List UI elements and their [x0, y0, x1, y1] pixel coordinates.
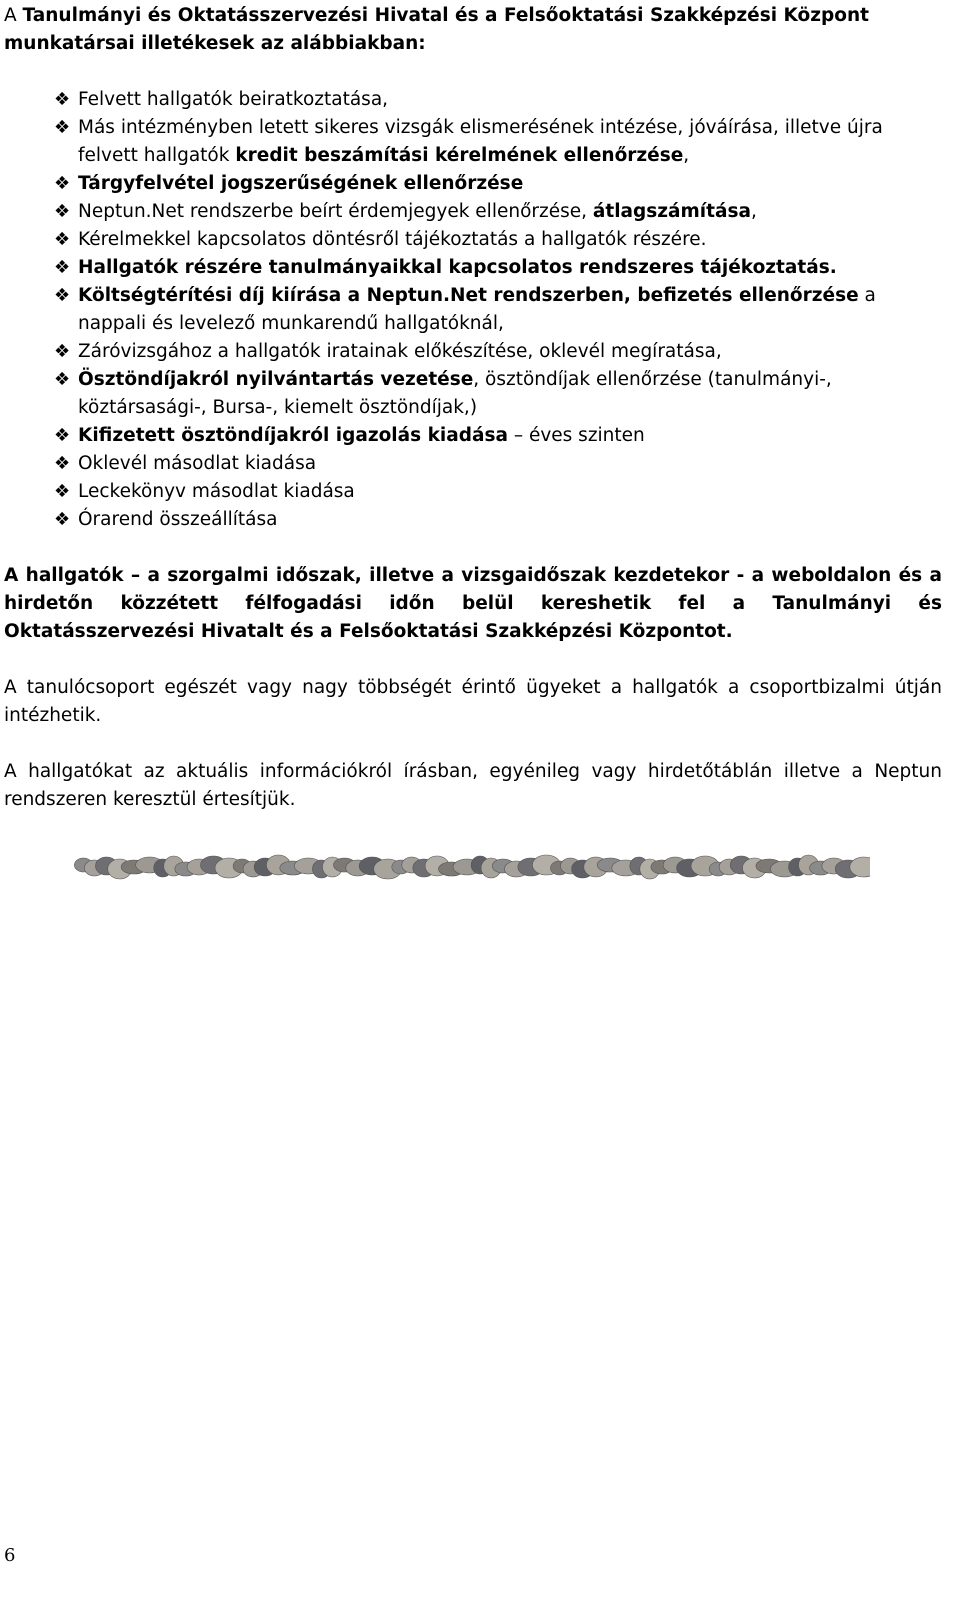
list-item-text: Felvett hallgatók beiratkoztatása, — [78, 89, 389, 110]
document-page — [4, 2, 942, 814]
page-number: 6 — [4, 1545, 16, 1566]
duties-list — [4, 86, 942, 534]
list-item — [4, 422, 942, 450]
list-item-text: Hallgatók részére tanulmányaikkal kapcsolatos rendszeres tájékoztatás. — [78, 257, 837, 278]
list-item — [4, 226, 942, 254]
list-item — [4, 254, 942, 282]
list-item — [4, 450, 942, 478]
list-item — [4, 506, 942, 534]
list-item-text: Leckekönyv másodlat kiadása — [78, 481, 355, 502]
diamond-bullet-icon: ❖ — [54, 89, 71, 110]
diamond-bullet-icon: ❖ — [54, 509, 71, 530]
list-item — [4, 478, 942, 506]
intro-lead: A — [4, 5, 23, 26]
group-paragraph: A tanulócsoport egészét vagy nagy többségét érintő ügyeket a hallgatók a csoportbizalmi útján intézhetik. — [4, 677, 942, 726]
list-item-text: , — [750, 201, 757, 222]
list-item — [4, 198, 942, 226]
diamond-bullet-icon: ❖ — [54, 425, 71, 446]
list-item-text: Oklevél másodlat kiadása — [78, 453, 317, 474]
list-item-text: Órarend összeállítása — [78, 509, 278, 530]
list-item-text: Tárgyfelvétel jogszerűségének ellenőrzése — [78, 173, 524, 194]
list-item — [4, 86, 942, 114]
diamond-bullet-icon: ❖ — [54, 341, 71, 362]
intro-paragraph — [4, 2, 942, 58]
diamond-bullet-icon: ❖ — [54, 173, 71, 194]
stone-divider — [70, 847, 870, 887]
list-item-text: a nappali és levelező munkarendű hallgatóknál, — [78, 285, 876, 334]
list-item-text: Kifizetett ösztöndíjakról igazolás kiadása — [78, 425, 508, 446]
list-item-text: Más intézményben letett sikeres vizsgák elismerésének intézése, jóváírása, illetve újra felvett hallgatók — [78, 117, 883, 166]
list-item — [4, 366, 942, 422]
list-item-text: Költségtérítési díj kiírása a Neptun.Net rendszerben, befizetés ellenőrzése — [78, 285, 859, 306]
diamond-bullet-icon: ❖ — [54, 285, 71, 306]
list-item-text: – éves szinten — [507, 425, 645, 446]
list-item-text: , — [683, 145, 690, 166]
diamond-bullet-icon: ❖ — [54, 481, 71, 502]
diamond-bullet-icon: ❖ — [54, 201, 71, 222]
info-paragraph: A hallgatókat az aktuális információkról írásban, egyénileg vagy hirdetőtáblán illetve a Neptun rendszeren keresztül értesítjük. — [4, 761, 942, 810]
list-item-text: átlagszámítása — [592, 201, 751, 222]
list-item-text: , ösztöndíjak ellenőrzése (tanulmányi-, köztársasági-, Bursa-, kiemelt ösztöndíjak,) — [78, 369, 832, 418]
diamond-bullet-icon: ❖ — [54, 117, 71, 138]
list-item — [4, 282, 942, 338]
diamond-bullet-icon: ❖ — [54, 453, 71, 474]
list-item-text: Neptun.Net rendszerbe beírt érdemjegyek ellenőrzése, — [78, 201, 593, 222]
list-item — [4, 170, 942, 198]
list-item-text: Záróvizsgához a hallgatók iratainak előkészítése, oklevél megíratása, — [78, 341, 722, 362]
diamond-bullet-icon: ❖ — [54, 369, 71, 390]
list-item — [4, 338, 942, 366]
notice-paragraph: A hallgatók – a szorgalmi időszak, illetve a vizsgaidőszak kezdetekor - a weboldalon és a hirdetőn közzétett félfogadási időn belül kereshetik fel a Tanulmányi és Oktatásszervezési Hivatalt és a Felsőoktatási Szakképzési Központot. — [4, 565, 942, 642]
diamond-bullet-icon: ❖ — [54, 229, 71, 250]
list-item-text: Ösztöndíjakról nyilvántartás vezetése — [78, 369, 474, 390]
list-item-text: Kérelmekkel kapcsolatos döntésről tájékoztatás a hallgatók részére. — [78, 229, 707, 250]
list-item-text: kredit beszámítási kérelmének ellenőrzése — [235, 145, 684, 166]
diamond-bullet-icon: ❖ — [54, 257, 71, 278]
intro-bold: Tanulmányi és Oktatásszervezési Hivatal és a Felsőoktatási Szakképzési Központ munkatársai illetékesek az alábbiakban: — [4, 5, 869, 54]
list-item — [4, 114, 942, 170]
